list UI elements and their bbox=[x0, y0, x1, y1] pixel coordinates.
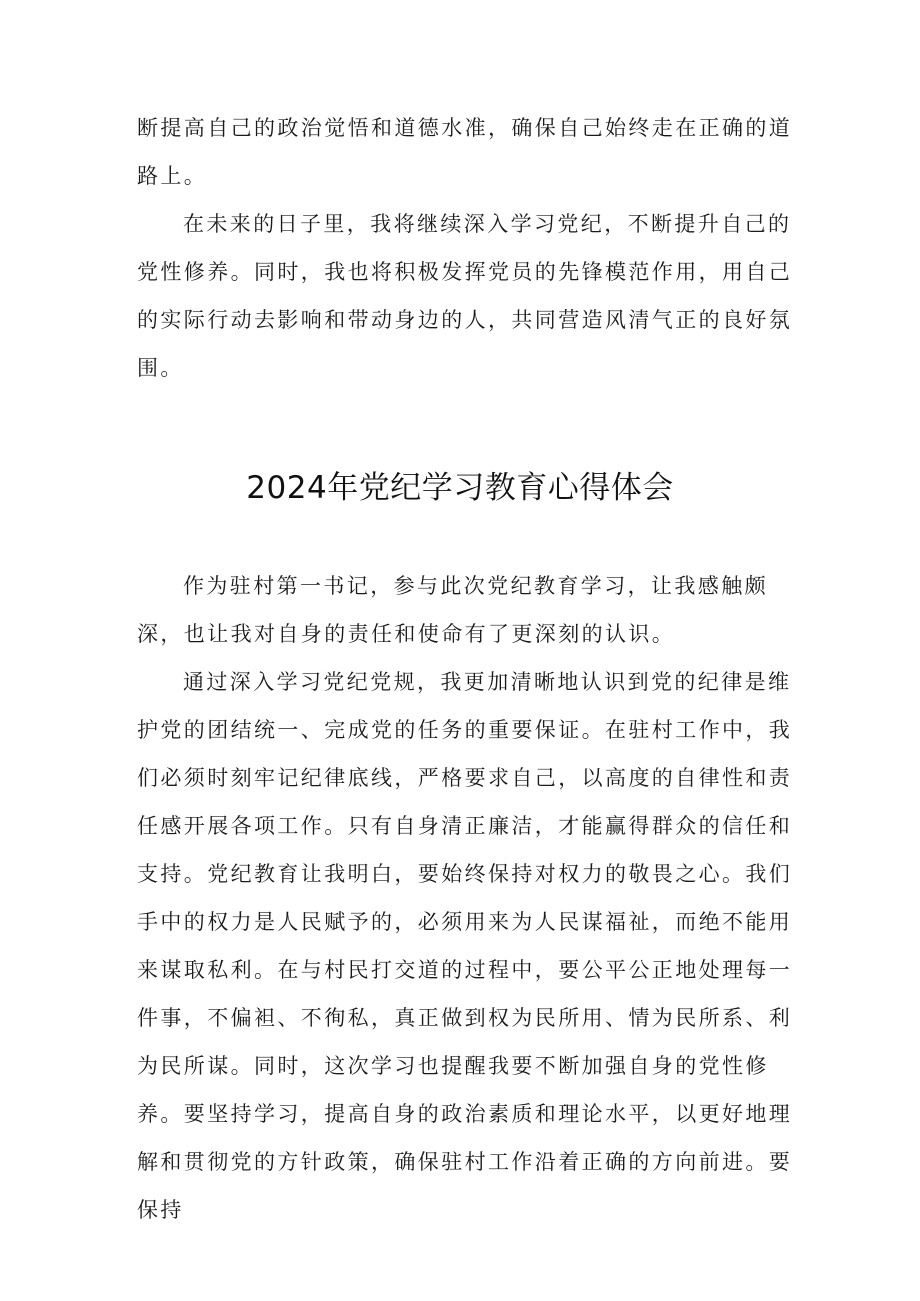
paragraph: 作为驻村第一书记，参与此次党纪教育学习，让我感触颇深，也让我对自身的责任和使命有了更深刻的认识。 bbox=[137, 574, 768, 646]
document-title: 2024年党纪学习教育心得体会 bbox=[246, 470, 674, 506]
document-body bbox=[137, 562, 797, 1234]
continued-paragraph: 断提高自己的政治觉悟和道德水准，确保自己始终走在正确的道路上。 bbox=[137, 116, 793, 188]
paragraph: 通过深入学习党纪党规，我更加清晰地认识到党的纪律是维护党的团结统一、完成党的任务的重要保证。在驻村工作中，我们必须时刻牢记纪律底线，严格要求自己，以高度的自律性和责任感开展各项工作。只有自身清正廉洁，才能赢得群众的信任和支持。党纪教育让我明白，要始终保持对权力的敬畏之心。我们手中的权力是人民赋予的，必须用来为人民谋福祉，而绝不能用来谋取私利。在与村民打交道的过程中，要公平公正地处理每一件事，不偏袒、不徇私，真正做到权为民所用、情为民所系、利为民所谋。同时，这次学习也提醒我要不断加强自身的党性修养。要坚持学习，提高自身的政治素质和理论水平，以更好地理解和贯彻党的方针政策，确保驻村工作沿着正确的方向前进。要保持 bbox=[137, 670, 793, 1222]
previous-section-text bbox=[137, 104, 797, 392]
paragraph: 在未来的日子里，我将继续深入学习党纪，不断提升自己的党性修养。同时，我也将积极发挥党员的先锋模范作用，用自己的实际行动去影响和带动身边的人，共同营造风清气正的良好氛围。 bbox=[137, 212, 793, 380]
